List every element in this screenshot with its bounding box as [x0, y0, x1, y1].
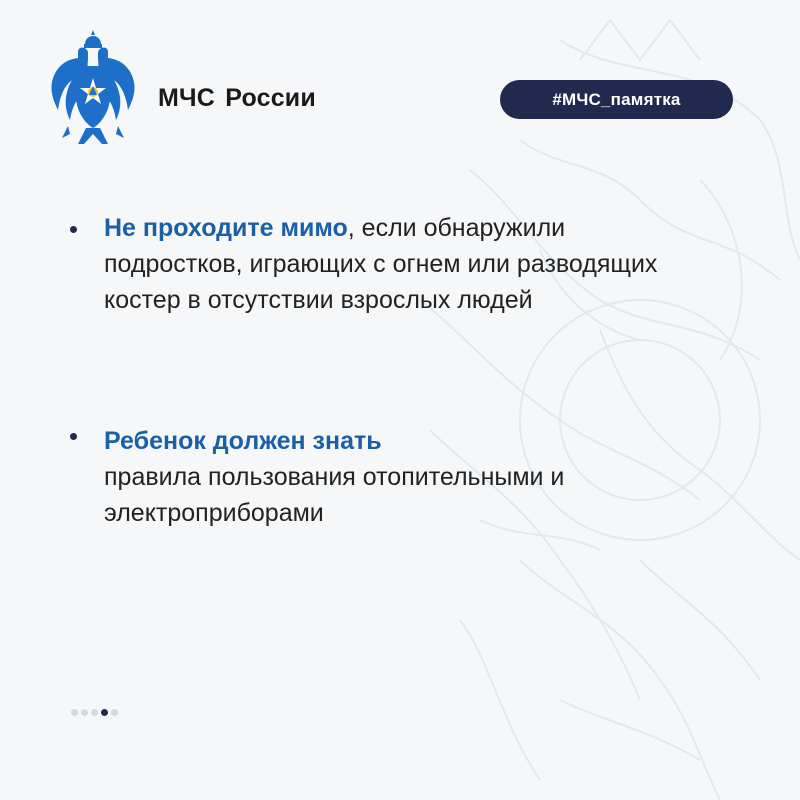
- bullet-1-text: , если обнаружили подростков, играющих с огнем или разводящих костер в отсутствии взрослых людей: [104, 214, 658, 314]
- page-dot-4[interactable]: [101, 709, 108, 716]
- hashtag-label: #МЧС_памятка: [552, 89, 681, 109]
- hashtag-badge[interactable]: [500, 80, 733, 119]
- pagination-dots: [71, 709, 118, 716]
- page-dot-5[interactable]: [111, 709, 118, 716]
- page-dot-3[interactable]: [91, 709, 98, 716]
- bullet-dot-icon: [70, 226, 77, 233]
- org-name: МЧС России: [158, 84, 316, 112]
- bullet-item-1: [104, 210, 704, 318]
- bullet-2-highlight: Ребенок должен знать: [104, 427, 382, 455]
- bullet-1-highlight: Не проходите мимо: [104, 214, 348, 242]
- bullet-dot-icon: [70, 433, 77, 440]
- page-dot-1[interactable]: [71, 709, 78, 716]
- page-dot-2[interactable]: [81, 709, 88, 716]
- emchs-emblem-icon: [48, 30, 138, 146]
- bullet-2-text: правила пользования отопительными и электроприборами: [104, 463, 565, 527]
- bullet-item-2: [104, 423, 704, 531]
